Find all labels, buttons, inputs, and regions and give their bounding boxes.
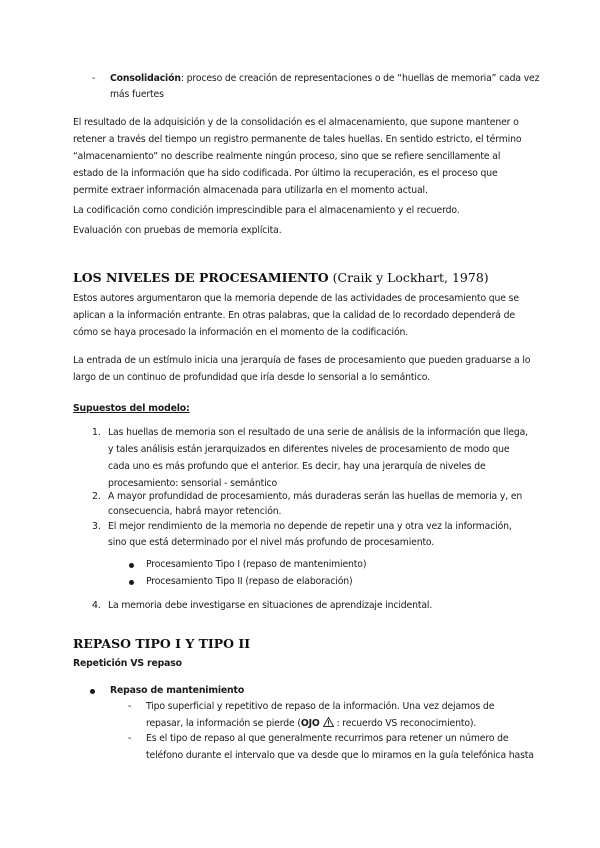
bullet-dot (129, 580, 134, 585)
list-item-line: La memoria debe investigarse en situaciones de aprendizaje incidental. (108, 600, 433, 611)
bullet-dot (129, 563, 134, 568)
list-number: 1. (92, 427, 101, 438)
sub-bullet-item: Procesamiento Tipo I (repaso de mantenimiento) (146, 559, 367, 570)
mantenimiento-item-line: Es el tipo de repaso al que generalmente recurrimos para retener un número de (146, 733, 509, 744)
warning-triangle-icon (323, 717, 334, 731)
list-number: 2. (92, 491, 101, 502)
section-heading-repaso: REPASO TIPO I Y TIPO II (73, 636, 251, 651)
section-heading-niveles (73, 270, 489, 286)
paragraph-line: Estos autores argumentaron que la memoria depende de las actividades de procesamiento que se (73, 293, 519, 304)
text-fragment: : recuerdo VS reconocimiento). (333, 718, 477, 729)
ojo-label: OJO (300, 718, 320, 729)
mantenimiento-item-line-2 (146, 717, 476, 731)
list-item-line: cada uno es más profundo que el anterior. Es decir, hay una jerarquía de niveles de (108, 461, 486, 472)
consolidacion-line-2: más fuertes (110, 89, 164, 100)
supuestos-title: Supuestos del modelo: (73, 403, 190, 414)
paragraph-line: estado de la información que ha sido codificada. Por último la recuperación, es el proceso que (73, 168, 498, 179)
consolidacion-line (110, 73, 539, 85)
list-item-line: consecuencia, habrá mayor retención. (108, 506, 282, 517)
list-number: 3. (92, 521, 101, 532)
list-number: 4. (92, 600, 101, 611)
dash-bullet: - (128, 701, 132, 712)
mantenimiento-item-line: Tipo superficial y repetitivo de repaso de la información. Una vez dejamos de (146, 701, 495, 712)
paragraph-line: retener a través del tiempo un registro permanente de tales huellas. En sentido estricto, el término (73, 134, 522, 145)
paragraph-line: La entrada de un estímulo inicia una jerarquía de fases de procesamiento que pueden graduarse a lo (73, 355, 531, 366)
paragraph-line: permite extraer información almacenada para utilizarla en el momento actual. (73, 185, 428, 196)
paragraph-line: largo de un continuo de profundidad que iría desde lo sensorial a lo semántico. (73, 372, 430, 383)
paragraph-line: El resultado de la adquisición y de la consolidación es el almacenamiento, que supone mantener o (73, 117, 519, 128)
dash-bullet: - (92, 73, 96, 84)
consolidacion-term: Consolidación (110, 73, 181, 84)
list-item-line: A mayor profundidad de procesamiento, más duraderas serán las huellas de memoria y, en (108, 491, 523, 502)
text-fragment: repasar, la información se pierde ( (146, 718, 301, 729)
list-item-line: El mejor rendimiento de la memoria no depende de repetir una y otra vez la información, (108, 521, 512, 532)
list-item-line: y tales análisis están jerarquizados en diferentes niveles de procesamiento de modo que (108, 444, 510, 455)
paragraph-line: “almacenamiento” no describe realmente ningún proceso, sino que se refiere sencillamente al (73, 151, 501, 162)
subheading-repeticion: Repetición VS repaso (73, 658, 182, 669)
heading-main: LOS NIVELES DE PROCESAMIENTO (73, 270, 329, 285)
mantenimiento-item-line: teléfono durante el intervalo que va desde que lo miramos en la guía telefónica hasta (146, 750, 534, 761)
paragraph-line: aplican a la información entrante. En otras palabras, que la calidad de lo recordado dependerá de (73, 310, 515, 321)
list-item-line: sino que está determinado por el nivel más profundo de procesamiento. (108, 537, 435, 548)
list-item-line: Las huellas de memoria son el resultado de una serie de análisis de la información que llega, (108, 427, 528, 438)
sub-bullet-item: Procesamiento Tipo II (repaso de elaboración) (146, 576, 353, 587)
consolidacion-definition: : proceso de creación de representaciones o de “huellas de memoria” cada vez (180, 73, 540, 84)
paragraph-line: La codificación como condición imprescindible para el almacenamiento y el recuerdo. (73, 205, 460, 216)
mantenimiento-title: Repaso de mantenimiento (110, 685, 245, 696)
paragraph-line: cómo se haya procesado la información en el momento de la codificación. (73, 327, 409, 338)
heading-citation: (Craik y Lockhart, 1978) (328, 270, 489, 285)
bullet-dot (90, 689, 95, 694)
list-item-line: procesamiento: sensorial - semántico (108, 478, 278, 489)
paragraph-line: Evaluación con pruebas de memoria explícita. (73, 225, 282, 236)
dash-bullet: - (128, 733, 132, 744)
